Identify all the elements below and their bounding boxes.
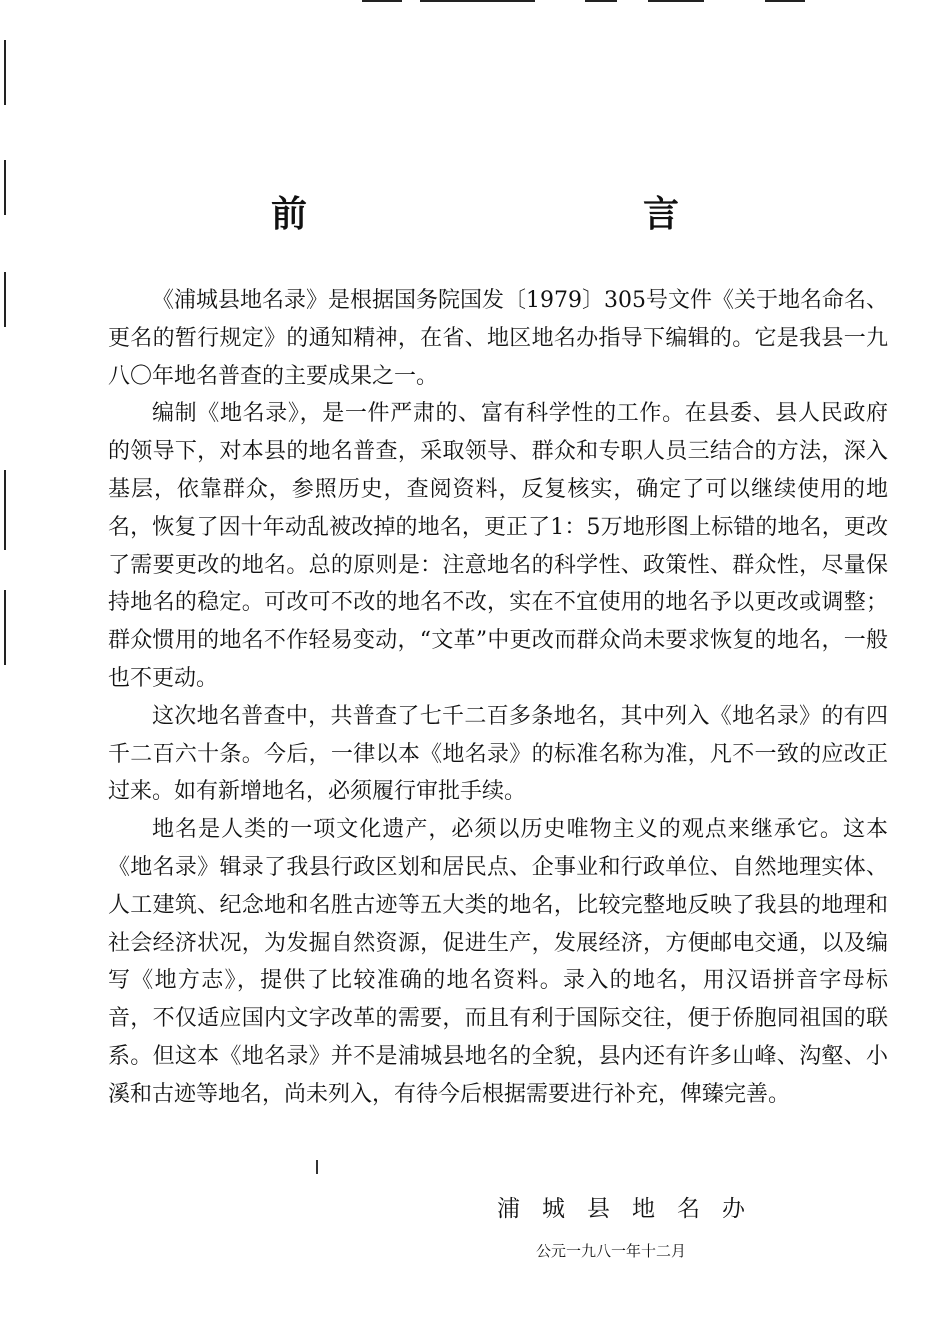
scan-speck: [316, 1160, 318, 1174]
scan-top-mark: [648, 0, 704, 2]
paragraph: 这次地名普查中，共普查了七千二百多条地名，其中列入《地名录》的有四千二百六十条。今后，一律以本《地名录》的标准名称为准，凡不一致的应改正过来。如有新增地名，必须履行审批手续。: [108, 703, 888, 805]
preface-body: [108, 282, 888, 1114]
scan-edge-mark: [4, 590, 6, 665]
paragraph: 地名是人类的一项文化遗产，必须以历史唯物主义的观点来继承它。这本《地名录》辑录了我县行政区划和居民点、企事业和行政单位、自然地理实体、人工建筑、纪念地和名胜古迹等五大类的地名，比较完整地反映了我县的地理和社会经济状况，为发掘自然资源，促进生产，发展经济，方便邮电交通，以及编写《地方志》，提供了比较准确的地名资料。录入的地名，用汉语拼音字母标音，不仅适应国内文字改革的需要，而且有利于国际交往，便于侨胞同祖国的联系。但这本《地名录》并不是浦城县地名的全貌，县内还有许多山峰、沟壑、小溪和古迹等地名，尚未列入，有待今后根据需要进行补充，俾臻完善。: [108, 817, 888, 1107]
scan-edge-mark: [4, 272, 6, 327]
scan-edge-mark: [4, 470, 6, 550]
scan-top-mark: [765, 0, 805, 2]
date: 公元一九八一年十二月: [536, 1242, 687, 1260]
scan-top-mark: [420, 0, 535, 2]
scan-top-mark: [585, 0, 617, 2]
signature: 浦城县地名办: [497, 1196, 767, 1222]
paragraph: 编制《地名录》，是一件严肃的、富有科学性的工作。在县委、县人民政府的领导下，对本县的地名普查，采取领导、群众和专职人员三结合的方法，深入基层，依靠群众，参照历史，查阅资料，反复核实，确定了可以继续使用的地名，恢复了因十年动乱被改掉的地名，更正了1：5万地形图上标错的地名，更改了需要更改的地名。总的原则是：注意地名的科学性、政策性、群众性，尽量保持地名的稳定。可改可不改的地名不改，实在不宜使用的地名予以更改或调整；群众惯用的地名不作轻易变动，“文革”中更改而群众尚未要求恢复的地名，一般也不更动。: [108, 401, 888, 691]
paragraph: 《浦城县地名录》是根据国务院国发〔1979〕305号文件《关于地名命名、更名的暂行规定》的通知精神，在省、地区地名办指导下编辑的。它是我县一九八〇年地名普查的主要成果之一。: [108, 288, 888, 389]
page-title: 前 言: [270, 193, 829, 235]
scan-edge-mark: [4, 40, 6, 105]
scan-top-mark: [362, 0, 402, 2]
